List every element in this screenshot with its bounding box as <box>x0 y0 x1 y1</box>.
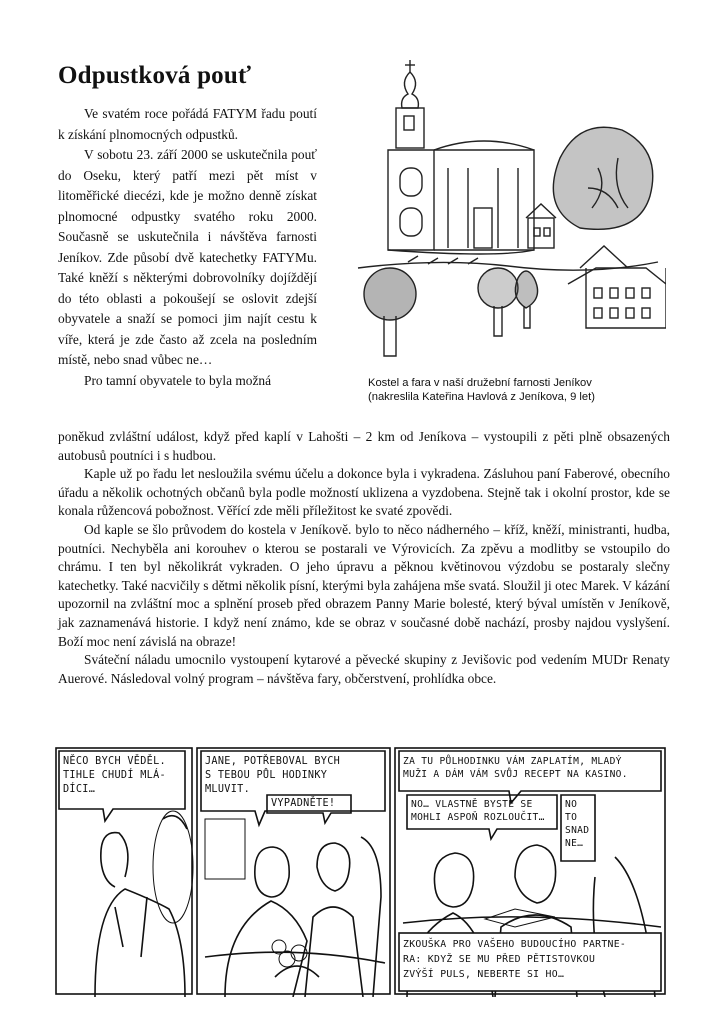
paragraph-2: V sobotu 23. září 2000 se uskutečnila pouť do Oseku, který patří mezi pět míst v litoměřické diecézi, kde je možno denně získat plnomocné odpustky svatého roku 2000. Současně se uskutečnila i návštěva farnosti Jeníkov. Zde působí dvě katechetky FATYMu. Také kněží s některými dobrovolníky dojíždějí do této oblasti a pokoušejí se oslovit zdejší obyvatele a snaží se pomoci jim najít cestu k víře, která je zde často až zcela na posledním místě, nebo snad vůbec ne… <box>58 147 317 367</box>
article-left-column <box>58 104 317 391</box>
article-title: Odpustková pouť <box>58 62 252 89</box>
comic-panel-1-speech: NĚCO BYCH VĚDĚL. TIHLE CHUDÍ MLÁ- DÍCI… <box>63 756 166 795</box>
paragraph-3-start: Pro tamní obyvatele to byla možná <box>84 372 272 388</box>
comic-panel-3-reply: NO… VLASTNĚ BYSTE SE MOHLI ASPOŇ ROZLOUČIT… <box>411 799 545 823</box>
church-drawing-illustration <box>348 58 666 376</box>
paragraph-5: Od kaple se šlo průvodem do kostela v Jeníkově. bylo to něco nádherného – kříž, kněží, ministranti, hudba, poutníci. Nechyběla ani korouhev o kterou se postarali ve Výrovicích. Za zpěvu a modlitby se vstoupilo do chrámu. I ten byl několikrát vykraden. O jeho úpravu a pěknou květinovou výzdobu se postaraly slečny katechetky. Také nacvičily s dětmi několik písní, kterými byla zahájena mše svatá. Sloužil ji otec Marek. V kázání upozornil na zvláštní moc a splnění proseb před obrazem Panny Marie bolesté, který býval umístěn v Jeníkově, jak zaznamenává historie. I když není známo, kde se obraz v současné době nachází, prosby najdou vyslyšení. Boží moc není závislá na obraze! <box>58 521 670 649</box>
caption-line-2: (nakreslila Kateřina Havlová z Jeníkova, 9 let) <box>368 391 595 403</box>
paragraph-1: Ve svatém roce pořádá FATYM řadu poutí k získání plnomocných odpustků. <box>58 106 317 142</box>
figure-caption <box>368 376 658 404</box>
caption-line-1: Kostel a fara v naší družební farnosti Jeníkov <box>368 377 592 389</box>
comic-panel-2-reply: VYPADNĚTE! <box>271 798 336 809</box>
article-full-width <box>58 428 670 688</box>
comic-strip <box>55 747 667 997</box>
paragraph-6: Sváteční náladu umocnilo vystoupení kytarové a pěvecké skupiny z Jevišovic pod vedením MUDr Renaty Auerové. Následoval volný program – návštěva fary, občerstvení, prohlídka obce. <box>58 652 670 686</box>
comic-panel-3-speech: ZA TU PŮLHODINKU VÁM ZAPLATÍM, MLADÝ MUŽI A DÁM VÁM SVŮJ RECEPT NA KASINO. <box>403 756 628 780</box>
paragraph-4: Kaple už po řadu let nesloužila svému účelu a dokonce byla i vykradena. Zásluhou paní Faberové, obecního úřadu a několik ochotných občanů byla podle možností uklizena a vyzdobena. Stejně tak i okolní prostor, kde se konala růžencová pobožnost. Věřící zde měli příležitost ke svaté zpovědi. <box>58 466 670 519</box>
paragraph-3-continued: poněkud zvláštní událost, když před kaplí v Lahošti – 2 km od Jeníkova – vystoupili z pěti plně obsazených autobusů poutníci i s hudbou. <box>58 429 670 463</box>
comic-panel-3-retort: NO TO SNAD NE… <box>565 799 590 849</box>
comic-panel-3-caption: ZKOUŠKA PRO VAŠEHO BUDOUCÍHO PARTNE- RA: KDYŽ SE MU PŘED PĚTISTOVKOU ZVÝŠÍ PULS, NEBERTE SI HO… <box>403 939 627 980</box>
comic-panel-2-speech: JANE, POTŘEBOVAL BYCH S TEBOU PŮL HODINKY MLUVIT. <box>205 756 341 795</box>
